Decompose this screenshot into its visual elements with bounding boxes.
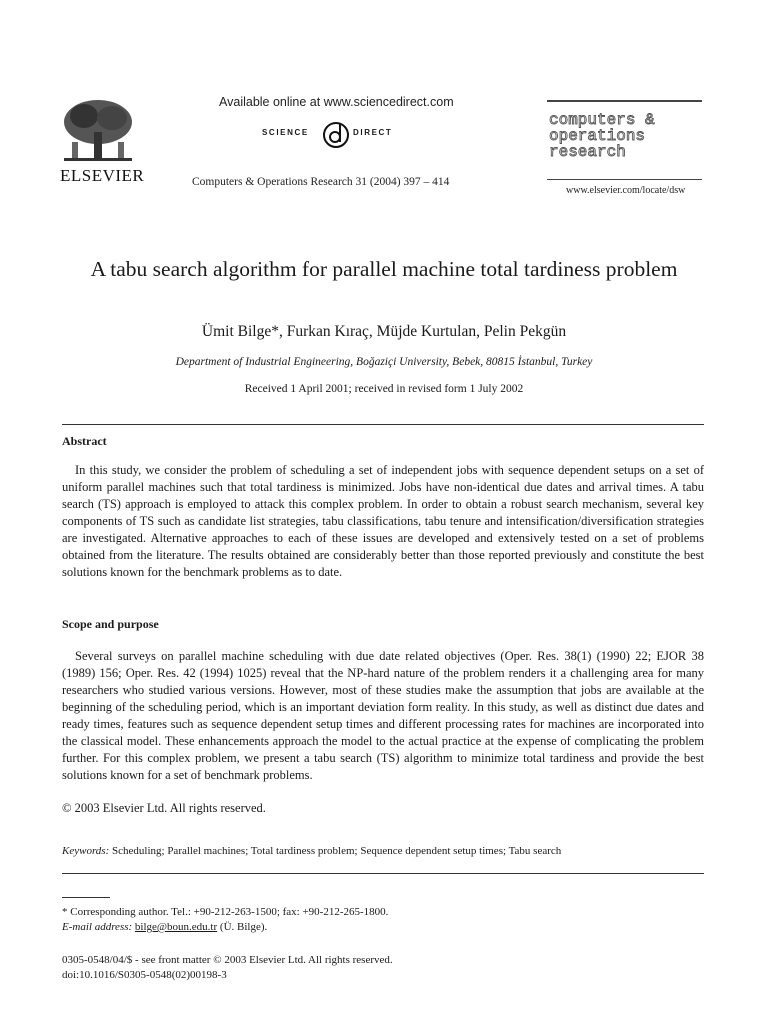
issn-line: 0305-0548/04/$ - see front matter © 2003 Elsevier Ltd. All rights reserved.	[62, 954, 393, 966]
abstract-heading: Abstract	[62, 434, 107, 448]
corresponding-author-note: * Corresponding author. Tel.: +90-212-263-1500; fax: +90-212-265-1800.	[62, 906, 389, 918]
abstract-text: In this study, we consider the problem of scheduling a set of independent jobs with sequence dependent setups on a set of uniform parallel machines such that total tardiness is minimized. Jobs have non-identical due dates and arrival times. A tabu search (TS) approach is employed to attack this complex problem. In order to obtain a robust search mechanism, several key components of TS such as candidate list strategies, tabu classifications, tabu tenure and intensification/diversification strategies are investigated. Alternative approaches to each of these issues are developed and extensively tested on a set of problems obtained from the literature. The results obtained are considerably better than those reported previously and constitute the best solutions known for the benchmark problems as to date.	[62, 463, 704, 579]
article-title: A tabu search algorithm for parallel machine total tardiness problem	[90, 257, 678, 281]
journal-logo-line: computers &	[549, 111, 655, 129]
journal-url[interactable]: www.elsevier.com/locate/dsw	[566, 185, 686, 196]
doi-line: doi:10.1016/S0305-0548(02)00198-3	[62, 969, 227, 981]
sd-at-icon	[322, 117, 350, 151]
email-note	[62, 920, 267, 935]
elsevier-tree-logo	[58, 96, 138, 166]
footnote-rule	[62, 897, 110, 898]
article-authors: Ümit Bilge*, Furkan Kıraç, Müjde Kurtulan, Pelin Pekgün	[201, 323, 567, 340]
keywords-text: Scheduling; Parallel machines; Total tardiness problem; Sequence dependent setup times; Tabu search	[112, 845, 562, 857]
journal-logo-bottom-rule	[547, 179, 702, 180]
journal-logo-line: research	[549, 143, 626, 161]
sciencedirect-logo	[262, 117, 412, 151]
author-affiliation: Department of Industrial Engineering, Boğaziçi University, Bebek, 80815 İstanbul, Turkey	[175, 356, 593, 368]
scope-heading: Scope and purpose	[62, 617, 159, 631]
journal-logo-line: operations	[549, 127, 646, 145]
email-suffix: (Ü. Bilge).	[219, 921, 268, 933]
keywords-bottom-rule	[62, 873, 704, 874]
email-link[interactable]: bilge@boun.edu.tr	[134, 921, 218, 933]
scope-text: Several surveys on parallel machine scheduling with due date related objectives (Oper. Res. 38(1) (1990) 22; EJOR 38 (1989) 156; Oper. Res. 42 (1994) 1025) reveal that the NP-hard nature of the problem renders it a challenging area for many researchers who studied various versions. However, most of these studies make the assumption that jobs are available at the beginning of the scheduling period, which is an important deviation form reality. In this study, as well as distinct due dates and ready times, features such as sequence dependent setup times and different processing rates for machines are incorporated into the classical model. These enhancements approach the model to the actual practice at the expense of complicating the problem further. For this complex problem, we present a tabu search (TS) algorithm to minimize total tardiness and provide the best solutions known for a set of benchmark problems.	[62, 649, 704, 782]
available-online-text: Available online at www.sciencedirect.com	[219, 95, 454, 109]
received-dates: Received 1 April 2001; received in revised form 1 July 2002	[244, 383, 524, 395]
abstract-top-rule	[62, 424, 704, 425]
copyright-line: © 2003 Elsevier Ltd. All rights reserved.	[62, 801, 266, 815]
keywords	[62, 845, 561, 857]
journal-citation: Computers & Operations Research 31 (2004) 397 – 414	[192, 176, 450, 188]
journal-logo	[549, 112, 709, 160]
keywords-label: Keywords:	[62, 845, 110, 857]
email-label: E-mail address:	[62, 921, 133, 933]
journal-logo-top-rule	[547, 100, 702, 102]
publisher-name: ELSEVIER	[60, 166, 145, 185]
sd-logo-right-text: DIRECT	[353, 128, 393, 137]
sd-logo-left-text: SCIENCE	[262, 128, 309, 137]
